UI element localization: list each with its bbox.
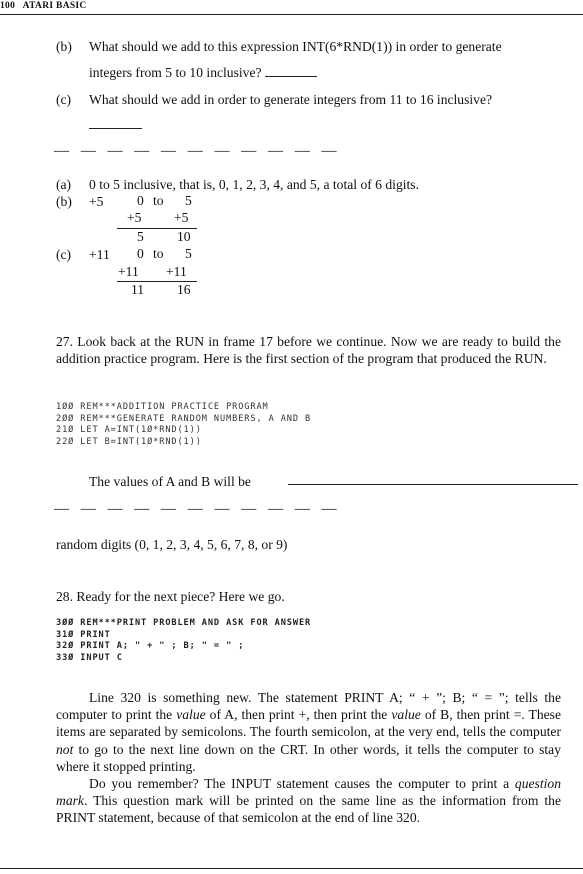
code-line-320: 32Ø PRINT A; " + " ; B; " = " ; (56, 641, 245, 651)
sum-c-row2-b: +11 (166, 264, 187, 279)
answer-blank-b[interactable] (265, 64, 317, 77)
p2-text-c: . This question mark will be printed on the same line as the information from the PRINT statement, because of that semicolon at the end of line 320. (56, 793, 561, 826)
answer-separator: — — — — — — — — — — — (54, 143, 341, 159)
frame-27-answer-blank[interactable] (288, 484, 578, 485)
page-number: 100 (0, 1, 16, 11)
question-b-line1: What should we add to this expression INT(6*RND(1)) in order to generate (89, 39, 502, 54)
answer-a-label: (a) (56, 177, 72, 192)
sum-b-row1-b: to (153, 193, 164, 208)
frame-27-intro: 27. Look back at the RUN in frame 17 before we continue. Now we are ready to build the addition practice program. Here is the first section of the program that produced the RUN. (56, 334, 561, 367)
p1-emphasis-value-b: value (391, 707, 421, 723)
sum-b-row3-b: 10 (177, 229, 191, 244)
answer-b-label: (b) (56, 194, 72, 209)
question-b-label: (b) (56, 39, 72, 54)
footer-rule (0, 868, 583, 869)
sum-b-row3-a: 5 (137, 229, 144, 244)
frame-27-answer: random digits (0, 1, 2, 3, 4, 5, 6, 7, 8, or 9) (56, 537, 288, 552)
code-line-310: 31Ø PRINT (56, 629, 111, 640)
frame-28-paragraph-2 (56, 775, 561, 827)
sum-b-row2-b: +5 (174, 210, 189, 225)
frame-27-question: The values of A and B will be (89, 474, 251, 489)
p1-emphasis-value-a: value (176, 707, 206, 723)
question-b-line2 (89, 64, 317, 81)
p2-emphasis-question-mark: question mark (56, 776, 561, 809)
code-line-330: 33Ø INPUT C (56, 652, 123, 663)
p1-text-e: of B, then print =. These items are separated by semicolons. The fourth semicolon, at the very end, tells the computer (56, 707, 561, 740)
frame-28-code-listing (56, 618, 311, 664)
book-title: ATARI BASIC (22, 1, 87, 11)
sum-c-row3-b: 16 (177, 282, 191, 297)
code-line-220: 22Ø LET B=INT(1Ø*RND(1)) (56, 436, 202, 447)
sum-b-row2-a: +5 (127, 210, 142, 225)
frame-28-intro: 28. Ready for the next piece? Here we go. (56, 589, 285, 604)
question-c-label: (c) (56, 92, 72, 107)
sum-c-row3-a: 11 (131, 282, 145, 297)
frame-27-code-listing (56, 402, 311, 448)
frame-27-separator: — — — — — — — — — — — (54, 501, 341, 517)
question-c-line1: What should we add in order to generate integers from 11 to 16 inclusive? (89, 92, 493, 107)
sum-c-row1-a: 0 (137, 246, 144, 261)
answer-blank-c[interactable] (89, 116, 142, 129)
answer-a-text: 0 to 5 inclusive, that is, 0, 1, 2, 3, 4, and 5, a total of 6 digits. (89, 177, 419, 192)
code-line-210: 21Ø LET A=INT(1Ø*RND(1)) (56, 425, 202, 435)
sum-c-row1-c: 5 (185, 246, 192, 261)
frame-27 (56, 333, 561, 367)
question-b-line2-text: integers from 5 to 10 inclusive? (89, 65, 262, 80)
p2-text-a: Do you remember? The INPUT statement causes the computer to print a (89, 776, 515, 792)
sum-c-row2-a: +11 (118, 264, 139, 279)
p1-text-g: to go to the next line down on the CRT. In other words, it tells the computer to stay where it stopped printing. (56, 741, 561, 774)
p1-text-c: of A, then print +, then print the (205, 707, 392, 723)
p1-text-a: Line 320 is something new. The statement PRINT A; “ + ”; B; “ = ”; tells the computer to print the (56, 690, 561, 723)
code-line-100: 1ØØ REM***ADDITION PRACTICE PROGRAM (56, 402, 269, 412)
answer-c-add: +11 (89, 247, 110, 262)
frame-28-explanation (56, 689, 561, 827)
code-line-200: 2ØØ REM***GENERATE RANDOM NUMBERS, A AND B (56, 413, 312, 424)
running-header (0, 1, 87, 11)
answer-b-add: +5 (89, 194, 104, 209)
code-line-300: 3ØØ REM***PRINT PROBLEM AND ASK FOR ANSWER (56, 618, 312, 628)
sum-c-row1-b: to (153, 246, 164, 261)
sum-b-row1-c: 5 (185, 193, 192, 208)
header-rule (0, 14, 583, 15)
frame-28-paragraph-1 (56, 689, 561, 775)
p1-emphasis-not: not (56, 741, 74, 757)
sum-b-row1-a: 0 (137, 193, 144, 208)
answer-c-label: (c) (56, 247, 72, 262)
